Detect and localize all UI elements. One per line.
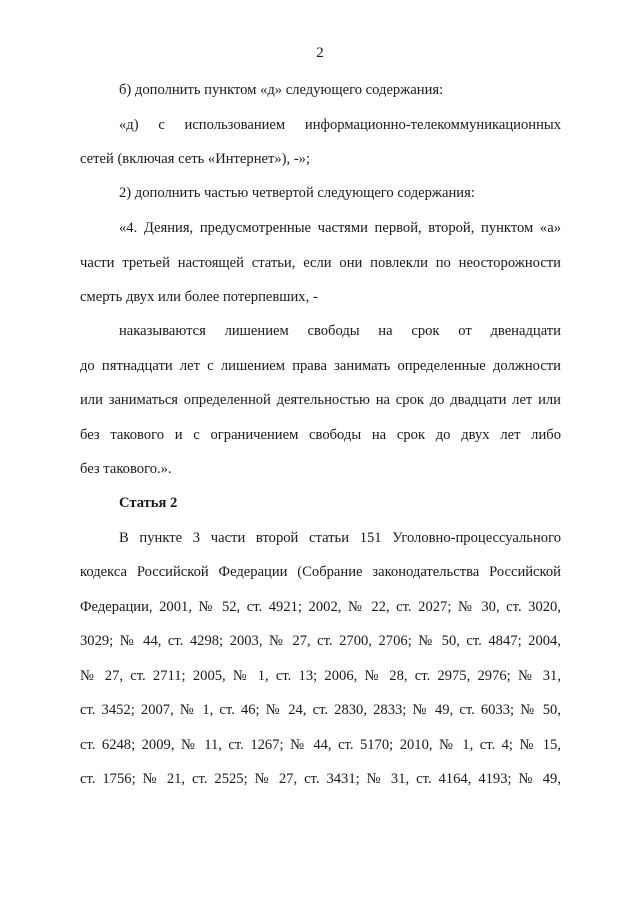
text-line: ст. 6248; 2009, № 11, ст. 1267; № 44, ст. 5170; 2010, № 1, ст. 4; № 15, xyxy=(80,737,561,753)
text-line: 2) дополнить частью четвертой следующего содержания: xyxy=(119,185,475,201)
text-line: б) дополнить пунктом «д» следующего содержания: xyxy=(119,82,444,98)
text-line: без такового и с ограничением свободы на срок до двух лет либо xyxy=(80,427,561,443)
text-line: «д) с использованием информационно-телекоммуникационных xyxy=(119,117,561,133)
text-line: до пятнадцати лет с лишением права занимать определенные должности xyxy=(80,358,561,374)
text-line: без такового.». xyxy=(80,461,172,477)
text-line: смерть двух или более потерпевших, - xyxy=(80,289,318,305)
text-line: ст. 1756; № 21, ст. 2525; № 27, ст. 3431; № 31, ст. 4164, 4193; № 49, xyxy=(80,771,561,787)
text-line: ст. 3452; 2007, № 1, ст. 46; № 24, ст. 2830, 2833; № 49, ст. 6033; № 50, xyxy=(80,702,561,718)
text-line: В пункте 3 части второй статьи 151 Уголовно-процессуального xyxy=(119,530,561,546)
text-line: «4. Деяния, предусмотренные частями первой, второй, пунктом «а» xyxy=(119,220,561,236)
text-line: или заниматься определенной деятельностью на срок до двадцати лет или xyxy=(80,392,561,408)
text-line: наказываются лишением свободы на срок от двенадцати xyxy=(119,323,561,339)
text-line: Федерации, 2001, № 52, ст. 4921; 2002, № 22, ст. 2027; № 30, ст. 3020, xyxy=(80,599,561,615)
text-line: кодекса Российской Федерации (Собрание законодательства Российской xyxy=(80,564,561,580)
text-line: сетей (включая сеть «Интернет»), -»; xyxy=(80,151,311,167)
article-heading: Статья 2 xyxy=(119,495,178,511)
text-line: № 27, ст. 2711; 2005, № 1, ст. 13; 2006, № 28, ст. 2975, 2976; № 31, xyxy=(80,668,561,684)
page-number: 2 xyxy=(316,45,324,61)
text-line: 3029; № 44, ст. 4298; 2003, № 27, ст. 2700, 2706; № 50, ст. 4847; 2004, xyxy=(80,633,561,649)
text-line: части третьей настоящей статьи, если они повлекли по неосторожности xyxy=(80,255,561,271)
